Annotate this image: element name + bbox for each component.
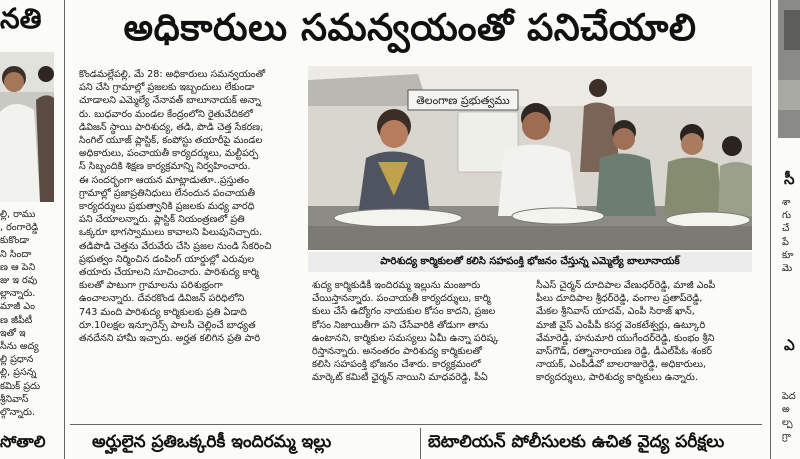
column-divider-left	[64, 0, 65, 459]
right-column-headline-fragment: సీ	[784, 170, 795, 188]
bottom-headlines-divider	[420, 428, 421, 459]
photo-caption: పారిశుద్య కార్మికులతో కలిసి సహపంక్తి భోజనం చేస్తున్న ఎమ్మెల్యే బాలూనాయక్	[308, 252, 752, 272]
article-column-3: సీఎస్ చైర్మన్ దూదిపాల వేణుధర్‌రెడ్డి, మాజీ ఎంపీ పీలు దూదిపాల శ్రీధర్‌రెడ్డి, వంగాల ప్రతాప్‌రెడ్డి, మేకల శ్రీనివాస్ యాదవ్, ఎంపీ సిరాజ్ ఖాన్, మాజీ వైస్ ఎంపీపీ కసర్ల వెంకటేశ్వర్లు, ఉట్కూరి వేమారెడ్డి, హనుమారి యుగేందర్‌రెడ్డి, కుంభం శ్రీని వాస్‌గౌడ్, రత్నానారాయణ రెడ్డి, డీఎల్‌పీఓ శంకర్ నాయక్, ఎంపీడీవో బాలరాజురెడ్డి, అధికారులు, కార్యదర్శులు, పారిశుద్య కార్మికులు ఉన్నారు.	[536, 280, 716, 384]
right-column-photo	[778, 0, 800, 138]
left-adjacent-column	[0, 0, 54, 459]
bottom-headline-right: బెటాలియన్ పోలీసులకు ఉచిత వైద్య పరీక్షలు	[428, 432, 725, 452]
column-divider-right	[770, 0, 771, 459]
article-column-1: కొండమల్లేపల్లి, మే 28: అధికారులు సమన్వయంతో పని చేసి గ్రామాల్లో ప్రజలకు ఇబ్బందులు లేకుండా చూడాలని ఎమ్మెల్యే నేనావత్ బాలూనాయక్ అన్నా రు. బుధవారం మండల కేంద్రంలోని రైతువేదికలో డివిజన్ స్థాయి పారిశుద్య, తడి, పొడి చెత్త సేకరణ, సింగిల్ యూజ్ ప్లాస్టిక్, కంపోస్టు తయారీపై మండల అధికారులు, పంచాయతీ కార్యదర్శులు, మల్టీపర్ప స్ సిబ్బందికి శిక్షణ కార్యక్రమాన్ని నిర్వహించారు. ఈ సందర్భంగా ఆయన మాట్లాడుతూ..ప్రస్తుతం గ్రామాల్లో ప్రజాప్రతినిధులు లేనందున పంచాయతీ కార్యదర్శులు ప్రభుత్వానికి ప్రజలకు మధ్య వారధి పని చేయాలన్నారు. ప్లాస్టిక్ నియంత్రణలో ప్రతి ఒక్కరూ భాగస్వాములు కావాలని పిలుపునిచ్చారు. తడిపొడి చెత్తను వేరువేరు చేసి ప్రజల నుండి సేకరించి ప్రభుత్వం నిర్మించిన డంపింగ్ యార్డుల్లో ఎరువుల తయారు చేయాలని సూచించారు. పారిశుద్య కార్మి కులతో పాటుగా గ్రామాలను పరిశుభ్రంగా ఉంచాలన్నారు. దేవరకొండ డివిజన్ పరిధిలోని 743 మంది పారిశుద్య కార్మికులకు ప్రతి ఏడాది రూ.10లక్షల ఇన్సూరెన్స్ పాలసీ చెల్లించే బాధ్యత తనదేనని హామీ ఇచ్చారు. అర్హత కలిగిన ప్రతి పారి	[79, 69, 272, 345]
photo-banner-text: తెలంగాణ ప్రభుత్వము	[416, 94, 510, 107]
left-column-bottom-headline-fragment: సోతాలి	[0, 432, 46, 451]
right-column-text: శా గు చే పే కూ మె	[782, 197, 794, 275]
left-column-text: ల్లి, రాము , రంగారెడ్డి కుకొండా ని సిందా ణ ఆ పెని జు ఇ రవు ల్లాన్నారు. మాజీ ఎం ణ జీపీటీ ఇతో ఇ సీను అద్య ల్లి ప్రధాన ల్లి, ప్రసన్న కమిక్ ప్రదు శ్రీనివాస్ ల్గొన్నారు.	[0, 209, 41, 419]
bottom-headline-left: అర్హులైన ప్రతిఒక్కరికీ ఇందిరమ్మ ఇల్లు	[92, 432, 332, 452]
right-column-bottom-text: పెద అ ల్ప గ్రా	[782, 391, 796, 442]
article-column-2: శుద్య కార్మికుడికీ ఇందిరమ్మ ఇల్లును మంజూరు చేయిస్తానన్నారు. పంచాయతీ కార్యదర్శులు, కార్మి కులు చేసే ఉద్యోగం నాయకుల కోసం కాదని, ప్రజల కోసం నిజాయితీగా పని చేసేవారికి తోడుగా తాను ఉంటానని, కార్మికుల సమస్యలు ఏమీ ఉన్నా పరిష్క రిస్తానన్నారు. అనంతరం పారిశుద్య కార్మికులతో కలిసి సహపంక్తి భోజనం చేశారు. కార్యక్రమంలో మార్కెట్ కమిటీ ఛైర్మన్ నాయిని మాధవరెడ్డి, పీఏ	[312, 280, 499, 384]
left-column-photo	[0, 52, 54, 202]
main-headline: అధికారులు సమన్వయంతో పనిచేయాలి	[123, 6, 697, 49]
article-photo	[308, 66, 752, 250]
right-column-subhead-fragment: ఎ	[784, 336, 795, 354]
right-adjacent-column	[778, 0, 800, 459]
article-bottom-rule	[70, 424, 762, 425]
left-column-headline-fragment: నతి	[0, 2, 42, 35]
